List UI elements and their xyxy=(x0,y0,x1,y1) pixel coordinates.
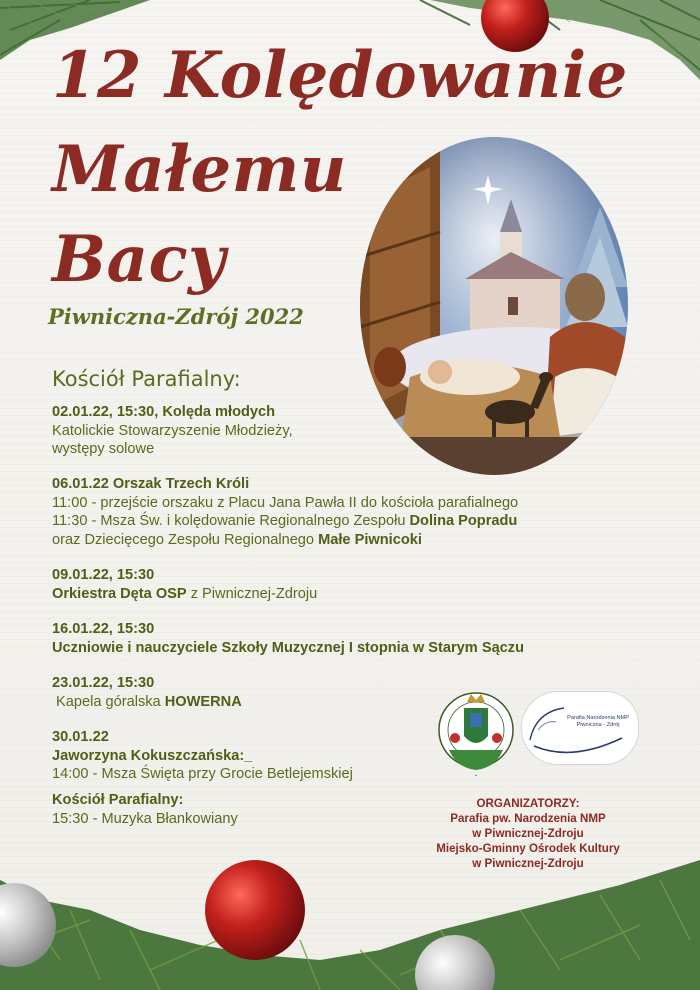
mgok-crest-logo xyxy=(437,680,515,780)
event-title: Kolęda młodych xyxy=(158,404,276,420)
parish-logo-line2: Piwniczna - Zdrój xyxy=(576,722,620,728)
title-line-3: Bacy xyxy=(52,222,226,297)
event-date: 16.01.22, 15:30 xyxy=(52,621,155,637)
event-detail: 14:00 - Msza Święta przy Grocie Betlejemskiej xyxy=(52,766,353,782)
organizers xyxy=(415,796,641,871)
event-detail: Kapela góralska xyxy=(56,693,165,710)
event-date: 06.01.22 xyxy=(52,476,109,492)
event-detail: 15:30 - Muzyka Błankowiany xyxy=(52,810,238,827)
event-detail: 11:00 - przejście orszaku z Placu Jana Pawła II do kościoła parafialnego xyxy=(52,494,519,511)
event-title: Orkiestra Dęta OSP xyxy=(52,585,187,602)
organizer-line: w Piwnicznej-Zdroju xyxy=(472,857,584,870)
title-line-1: 12 Kolędowanie xyxy=(52,38,628,113)
nativity-illustration xyxy=(360,137,628,475)
event-0901 xyxy=(52,566,317,603)
event-2301 xyxy=(52,674,242,711)
event-date: 23.01.22, 15:30 xyxy=(52,675,155,691)
organizer-line: w Piwnicznej-Zdroju xyxy=(472,827,584,840)
event-0201 xyxy=(52,403,293,459)
parish-logo-line1: Parafia Narodzenia NMP xyxy=(567,715,629,721)
organizer-line: Parafia pw. Narodzenia NMP xyxy=(450,812,606,825)
bottom-branches xyxy=(0,860,700,990)
venue-heading: Kościół Parafialny: xyxy=(52,367,241,391)
event-place: Kościół Parafialny: xyxy=(52,792,184,808)
event-detail: z Piwnicznej-Zdroju xyxy=(186,585,318,602)
svg-text:•: • xyxy=(474,773,478,778)
red-ornament-bottom xyxy=(205,860,305,960)
event-place: Jaworzyna Kokuszczańska:_ xyxy=(52,747,253,764)
title-line-2: Małemu xyxy=(52,132,347,207)
ensemble-name: Dolina Popradu xyxy=(409,513,518,529)
event-title: Uczniowie i nauczyciele Szkoły Muzycznej I stopnia w Starym Sączu xyxy=(52,639,525,656)
event-date: 02.01.22, 15:30, xyxy=(52,404,159,420)
event-detail: występy solowe xyxy=(52,441,155,457)
event-detail: oraz Dziecięcego Zespołu Regionalnego xyxy=(52,531,319,548)
event-0601 xyxy=(52,475,518,549)
event-date: 30.01.22 xyxy=(52,729,109,745)
ensemble-name: Małe Piwnicoki xyxy=(318,531,422,548)
parish-logo xyxy=(521,691,639,765)
subtitle: Piwniczna-Zdrój 2022 xyxy=(48,304,304,329)
organizer-line: Miejsko-Gminny Ośrodek Kultury xyxy=(436,842,620,855)
event-date: 09.01.22, 15:30 xyxy=(52,567,155,583)
event-title: HOWERNA xyxy=(164,693,242,710)
event-detail: 11:30 - Msza Św. i kolędowanie Regionalnego Zespołu xyxy=(52,513,410,529)
event-detail: Katolickie Stowarzyszenie Młodzieży, xyxy=(52,422,293,439)
event-title: Orszak Trzech Króli xyxy=(108,476,250,492)
organizers-heading: ORGANIZATORZY: xyxy=(476,797,580,810)
event-3001-church xyxy=(52,791,238,828)
event-1601 xyxy=(52,620,524,657)
event-3001 xyxy=(52,728,353,784)
